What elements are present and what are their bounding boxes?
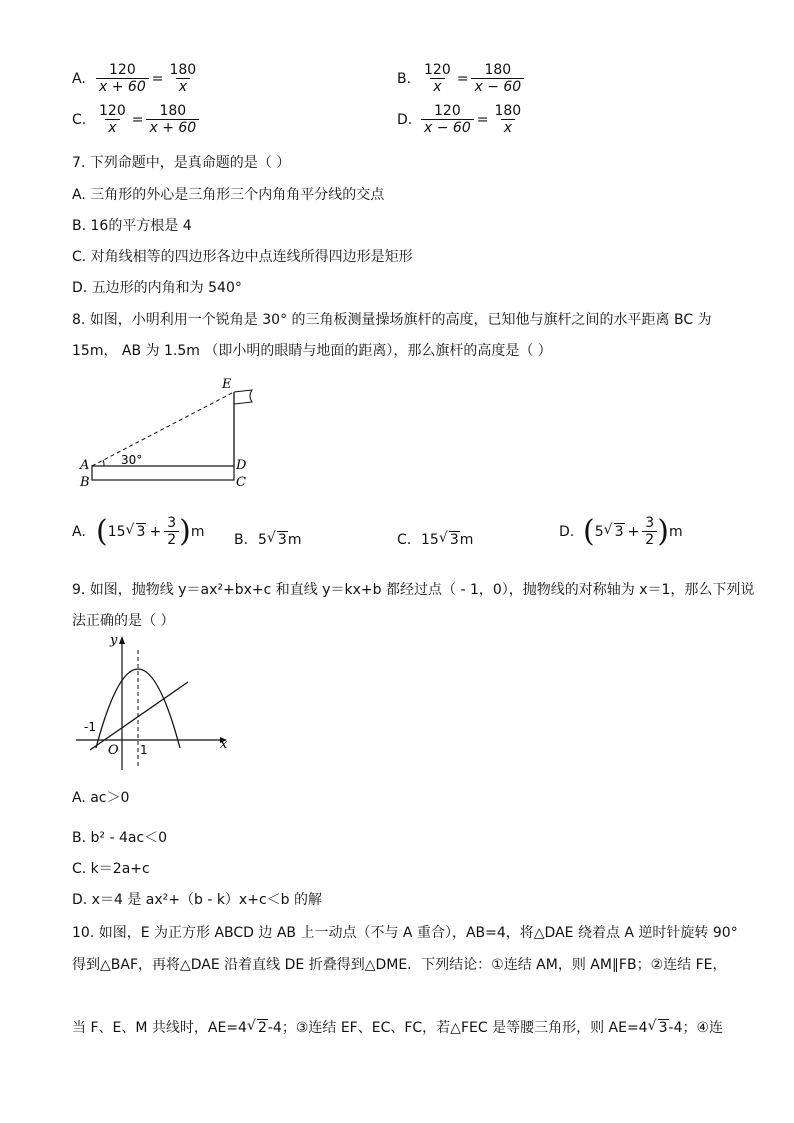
q8-stem-line2: 15m， AB 为 1.5m （即小明的眼睛与地面的距离），那么旗杆的高度是（ ） [72, 343, 552, 359]
q9-stem-line2: 法正确的是（ ） [72, 613, 175, 629]
label-a: A [80, 458, 90, 473]
q9-parabola-figure [72, 630, 242, 775]
label-e: E [222, 377, 232, 392]
q9-option-d[interactable]: D. x＝4 是 ax²+（b - k）x+c＜b 的解 [72, 892, 322, 908]
q8-flagpole-figure [72, 372, 272, 490]
angle-arc [103, 460, 104, 466]
option-label: B. [397, 70, 412, 87]
fraction: $\frac{180}{x}$ [169, 62, 197, 96]
equals-sign: = [131, 111, 144, 128]
label-angle: 30° [121, 453, 143, 467]
q7-option-d[interactable]: D. 五边形的内角和为 540° [72, 280, 242, 296]
fraction: $\frac{120}{x}$ [424, 62, 451, 96]
equals-sign: = [151, 70, 164, 87]
q8-option-a[interactable]: A. ( 15 √ 3 + $\frac{3}{2}$ ) m [72, 514, 204, 549]
fraction: $\frac{120}{x}$ [99, 103, 126, 137]
equals-sign: = [456, 70, 469, 87]
q9-option-c[interactable]: C. k＝2a+c [72, 861, 150, 877]
q10-line1: 10. 如图，E 为正方形 ABCD 边 AB 上一动点（不与 A 重合），AB=4，将△DAE 绕着点 A 逆时针旋转 90° [72, 925, 738, 941]
q7-option-b[interactable]: B. 16的平方根是 4 [72, 218, 192, 234]
q6-option-a[interactable] [72, 62, 199, 95]
q10-line3: 当 F、E、M 共线时，AE=4√ 2-4；③连结 EF、EC、FC，若△FEC 是等腰三角形，则 AE=4√ 3-4；④连 [72, 1017, 723, 1037]
fraction: $\frac{180}{x}$ [494, 103, 522, 137]
q7-option-c[interactable]: C. 对角线相等的四边形各边中点连线所得四边形是矩形 [72, 249, 413, 265]
q9-stem-line1: 9. 如图，抛物线 y＝ax²+bx+c 和直线 y＝kx+b 都经过点（ - 1，0），抛物线的对称轴为 x＝1，那么下列说 [72, 582, 755, 598]
label-minus1: -1 [84, 720, 96, 734]
sqrt: √ 3 [439, 532, 460, 548]
q7-option-a[interactable]: A. 三角形的外心是三角形三个内角角平分线的交点 [72, 187, 385, 203]
q6-option-d[interactable] [397, 103, 524, 136]
label-y: y [110, 633, 118, 648]
label-x: x [220, 737, 228, 752]
q8-stem-line1: 8. 如图，小明利用一个锐角是 30° 的三角板测量操场旗杆的高度，已知他与旗杆之间的水平距离 BC 为 [72, 312, 712, 328]
q10-line2: 得到△BAF，再将△DAE 沿着直线 DE 折叠得到△DME．下列结论：①连结 AM，则 AM∥FB；②连结 FE， [72, 957, 727, 973]
sqrt: √ 3 [267, 532, 288, 548]
q8-option-c[interactable]: C. 15 √ 3 m [397, 532, 473, 548]
q9-option-a[interactable]: A. ac＞0 [72, 790, 130, 806]
fraction: $\frac{120}{x + 60}$ [96, 62, 149, 95]
label-o: O [108, 743, 119, 758]
q8-option-b[interactable]: B. 5 √ 3 m [234, 532, 301, 548]
sqrt: √ 3 [126, 524, 147, 540]
q7-stem: 7. 下列命题中，是真命题的是（ ） [72, 155, 291, 171]
q8-option-d[interactable]: D. ( 5 √ 3 + $\frac{3}{2}$ ) m [559, 514, 683, 549]
fraction: $\frac{180}{x + 60}$ [146, 103, 199, 136]
y-arrow-icon [119, 636, 125, 644]
sqrt: √ 3 [604, 524, 625, 540]
fraction: $\frac{120}{x - 60}$ [421, 103, 474, 136]
option-label: C. [72, 111, 87, 128]
equals-sign: = [476, 111, 489, 128]
label-d: D [236, 458, 247, 473]
ground-rect [92, 466, 234, 480]
sqrt: √ 3 [648, 1020, 669, 1036]
option-label: A. [72, 70, 86, 87]
q9-option-b[interactable]: B. b² - 4ac＜0 [72, 830, 168, 846]
label-b: B [80, 475, 90, 490]
flag-icon [234, 390, 252, 404]
option-label: D. [397, 111, 413, 128]
sight-line [92, 392, 234, 466]
label-c: C [236, 475, 246, 490]
q6-option-c[interactable] [72, 103, 199, 136]
label-one: 1 [140, 743, 148, 757]
fraction: $\frac{180}{x - 60}$ [471, 62, 524, 95]
q6-option-b[interactable] [397, 62, 524, 95]
sqrt: √ 2 [247, 1020, 268, 1036]
